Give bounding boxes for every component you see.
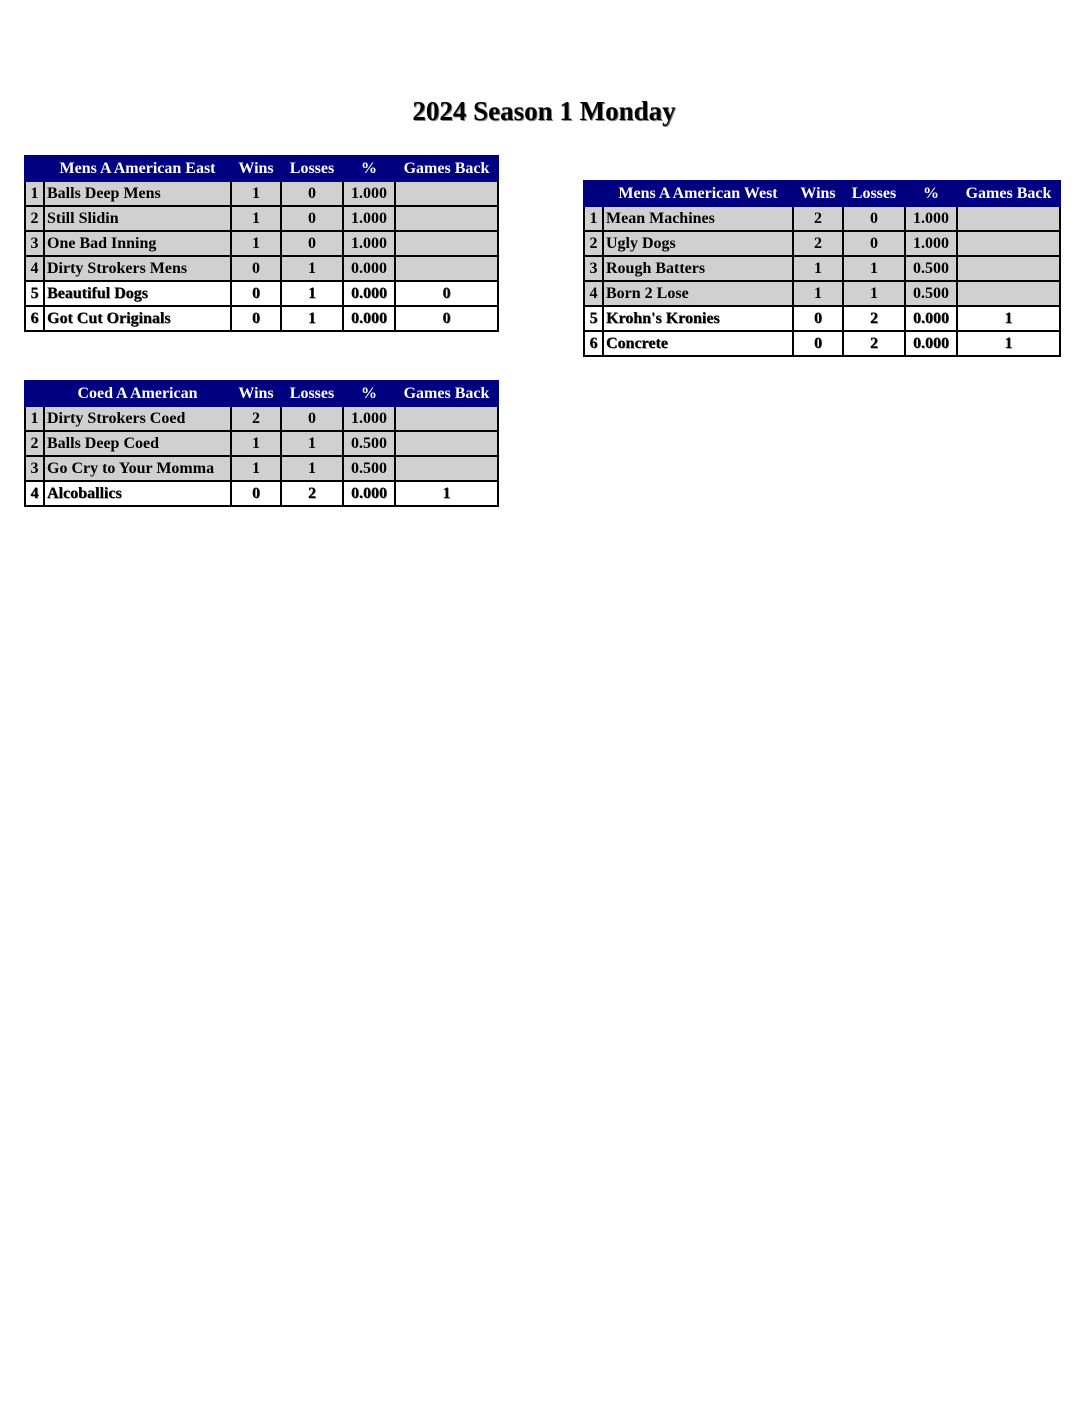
- pct-cell: 0.500: [343, 456, 395, 481]
- table-row: [584, 206, 1060, 231]
- team-name-cell: Beautiful Dogs: [44, 281, 231, 306]
- table-row: [584, 306, 1060, 331]
- pct-cell: 1.000: [343, 206, 395, 231]
- pct-cell: 0.500: [343, 431, 395, 456]
- standings-table-mens-west: [583, 180, 1061, 357]
- table-row: [25, 456, 498, 481]
- rank-cell: 1: [584, 206, 603, 231]
- rank-cell: 3: [25, 231, 44, 256]
- wins-cell: 2: [231, 406, 281, 431]
- rank-cell: 2: [25, 206, 44, 231]
- games-back-cell: 0: [395, 281, 498, 306]
- losses-cell: 1: [843, 256, 905, 281]
- wins-cell: 1: [231, 181, 281, 206]
- wins-cell: 0: [231, 481, 281, 506]
- losses-cell: 0: [281, 406, 343, 431]
- team-name-cell: Got Cut Originals: [44, 306, 231, 331]
- wins-cell: 2: [793, 231, 843, 256]
- table-row: [584, 231, 1060, 256]
- pct-cell: 0.000: [343, 481, 395, 506]
- losses-cell: 1: [843, 281, 905, 306]
- pct-cell: 0.000: [343, 281, 395, 306]
- table-row: [25, 181, 498, 206]
- rank-cell: 6: [584, 331, 603, 356]
- wins-cell: 1: [793, 281, 843, 306]
- rank-cell: 4: [25, 256, 44, 281]
- table-row: [584, 256, 1060, 281]
- games-back-cell: 1: [395, 481, 498, 506]
- games-back-cell: [395, 181, 498, 206]
- losses-cell: 1: [281, 256, 343, 281]
- division-name: Mens A American East: [44, 156, 231, 181]
- rank-cell: 3: [584, 256, 603, 281]
- losses-column-header: Losses: [843, 181, 905, 206]
- games-back-cell: 1: [957, 331, 1060, 356]
- wins-column-header: Wins: [231, 156, 281, 181]
- team-name-cell: Ugly Dogs: [603, 231, 793, 256]
- rank-cell: 5: [584, 306, 603, 331]
- rank-cell: 1: [25, 181, 44, 206]
- wins-cell: 1: [231, 456, 281, 481]
- games-back-cell: [957, 231, 1060, 256]
- pct-cell: 1.000: [343, 181, 395, 206]
- team-name-cell: Balls Deep Coed: [44, 431, 231, 456]
- team-name-cell: Rough Batters: [603, 256, 793, 281]
- rank-cell: 4: [584, 281, 603, 306]
- games-back-cell: [395, 406, 498, 431]
- wins-cell: 0: [231, 306, 281, 331]
- games-back-column-header: Games Back: [395, 381, 498, 406]
- games-back-column-header: Games Back: [395, 156, 498, 181]
- team-name-cell: Alcoballics: [44, 481, 231, 506]
- games-back-cell: 0: [395, 306, 498, 331]
- table-header-row: [584, 181, 1060, 206]
- pct-column-header: %: [905, 181, 957, 206]
- wins-column-header: Wins: [231, 381, 281, 406]
- pct-cell: 0.000: [343, 306, 395, 331]
- losses-cell: 1: [281, 281, 343, 306]
- losses-cell: 0: [281, 231, 343, 256]
- wins-cell: 2: [793, 206, 843, 231]
- losses-cell: 0: [843, 231, 905, 256]
- table-row: [25, 306, 498, 331]
- losses-cell: 0: [843, 206, 905, 231]
- pct-cell: 0.000: [905, 331, 957, 356]
- team-name-cell: Go Cry to Your Momma: [44, 456, 231, 481]
- table-row: [25, 231, 498, 256]
- division-name: Coed A American: [44, 381, 231, 406]
- table-row: [25, 431, 498, 456]
- table-row: [25, 481, 498, 506]
- rank-cell: 3: [25, 456, 44, 481]
- losses-column-header: Losses: [281, 381, 343, 406]
- losses-cell: 2: [281, 481, 343, 506]
- rank-cell: 1: [25, 406, 44, 431]
- games-back-column-header: Games Back: [957, 181, 1060, 206]
- team-name-cell: Balls Deep Mens: [44, 181, 231, 206]
- table-row: [25, 256, 498, 281]
- team-name-cell: Dirty Strokers Coed: [44, 406, 231, 431]
- table-row: [25, 281, 498, 306]
- rank-header-cell: [25, 381, 44, 406]
- pct-cell: 1.000: [343, 406, 395, 431]
- pct-cell: 1.000: [905, 206, 957, 231]
- pct-cell: 0.500: [905, 281, 957, 306]
- games-back-cell: [395, 206, 498, 231]
- rank-cell: 4: [25, 481, 44, 506]
- losses-cell: 0: [281, 181, 343, 206]
- rank-cell: 2: [584, 231, 603, 256]
- table-row: [584, 331, 1060, 356]
- games-back-cell: [957, 206, 1060, 231]
- losses-cell: 1: [281, 431, 343, 456]
- wins-column-header: Wins: [793, 181, 843, 206]
- games-back-cell: 1: [957, 306, 1060, 331]
- wins-cell: 0: [793, 306, 843, 331]
- wins-cell: 0: [231, 256, 281, 281]
- pct-column-header: %: [343, 156, 395, 181]
- wins-cell: 1: [231, 431, 281, 456]
- rank-cell: 2: [25, 431, 44, 456]
- wins-cell: 0: [793, 331, 843, 356]
- table-row: [25, 206, 498, 231]
- division-name: Mens A American West: [603, 181, 793, 206]
- wins-cell: 1: [231, 231, 281, 256]
- standings-table-mens-east: [24, 155, 499, 332]
- table-row: [584, 281, 1060, 306]
- wins-cell: 0: [231, 281, 281, 306]
- table-header-row: [25, 156, 498, 181]
- losses-cell: 1: [281, 456, 343, 481]
- games-back-cell: [395, 231, 498, 256]
- pct-column-header: %: [343, 381, 395, 406]
- pct-cell: 1.000: [905, 231, 957, 256]
- rank-header-cell: [584, 181, 603, 206]
- team-name-cell: One Bad Inning: [44, 231, 231, 256]
- team-name-cell: Concrete: [603, 331, 793, 356]
- team-name-cell: Still Slidin: [44, 206, 231, 231]
- team-name-cell: Mean Machines: [603, 206, 793, 231]
- games-back-cell: [395, 456, 498, 481]
- rank-header-cell: [25, 156, 44, 181]
- team-name-cell: Krohn's Kronies: [603, 306, 793, 331]
- standings-table-coed: [24, 380, 499, 507]
- wins-cell: 1: [231, 206, 281, 231]
- wins-cell: 1: [793, 256, 843, 281]
- team-name-cell: Born 2 Lose: [603, 281, 793, 306]
- games-back-cell: [957, 281, 1060, 306]
- pct-cell: 0.000: [905, 306, 957, 331]
- losses-column-header: Losses: [281, 156, 343, 181]
- pct-cell: 0.500: [905, 256, 957, 281]
- losses-cell: 0: [281, 206, 343, 231]
- page-title: 2024 Season 1 Monday: [412, 96, 676, 126]
- losses-cell: 1: [281, 306, 343, 331]
- games-back-cell: [395, 256, 498, 281]
- losses-cell: 2: [843, 306, 905, 331]
- pct-cell: 1.000: [343, 231, 395, 256]
- team-name-cell: Dirty Strokers Mens: [44, 256, 231, 281]
- table-header-row: [25, 381, 498, 406]
- rank-cell: 5: [25, 281, 44, 306]
- games-back-cell: [957, 256, 1060, 281]
- losses-cell: 2: [843, 331, 905, 356]
- games-back-cell: [395, 431, 498, 456]
- pct-cell: 0.000: [343, 256, 395, 281]
- table-row: [25, 406, 498, 431]
- rank-cell: 6: [25, 306, 44, 331]
